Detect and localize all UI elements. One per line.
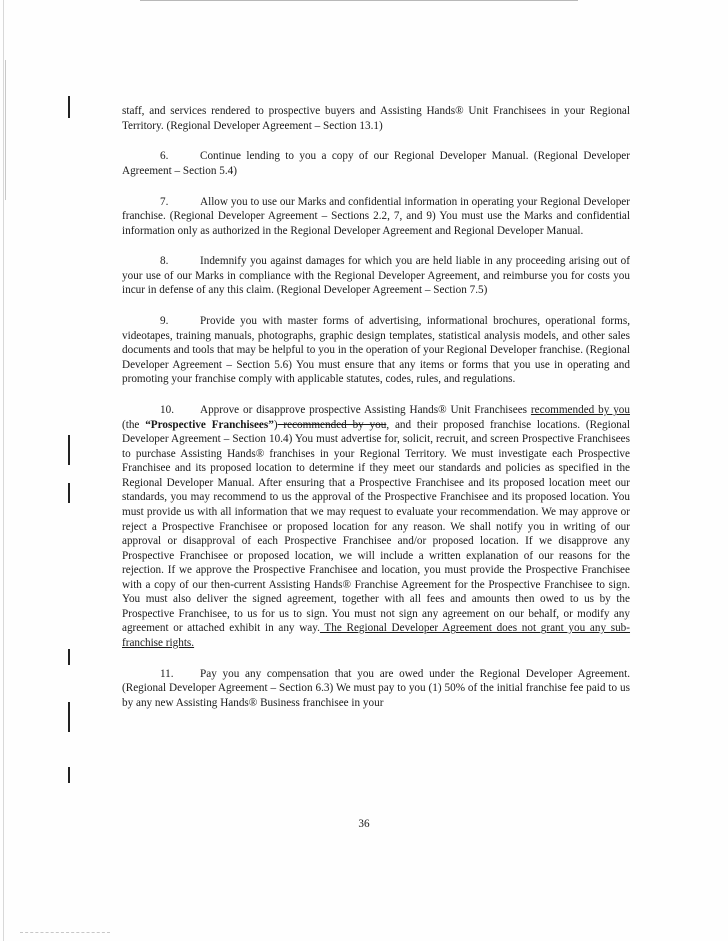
item-number: 6. bbox=[160, 150, 169, 163]
paragraph-continued bbox=[122, 104, 630, 133]
change-bar bbox=[68, 649, 70, 665]
change-bar bbox=[68, 96, 70, 118]
item-text: , and their proposed franchise locations. (Regional Developer Agreement – Section 10.4) You must advertise for, solicit, recruit, and screen Prospective Franchisees to purchase Assisting Hands® franchises in your Regional Territory. We must investigate each Prospective Franchisee and its proposed location to determine if they meet our standards and policies as specified in the Regional Developer Manual. After ensuring that a Prospective Franchisee and its proposed location meet our standards, you may recommend to us the approval of the Prospective Franchisee and its proposed location. You must provide us with all information that we may request to evaluate your recommendation. We may approve or reject a Prospective Franchisee or proposed location for any reason. We shall notify you in writing of our approval or disapproval of each Prospective Franchisee and/or proposed location. If we disapprove any Prospective Franchisee or proposed location, we will include a written explanation of our reasons for the rejection. If we approve the Prospective Franchisee and location, you must provide the Prospective Franchisee with a copy of our then-current Assisting Hands® Franchise Agreement for the Prospective Franchisee to sign. You must also deliver the signed agreement, together with all fees and amounts then owed to us by the Prospective Franchisee, to us for us to sign. You must not sign any agreement on our behalf, or modify any agreement or attached exhibit in any way. bbox=[122, 418, 630, 635]
paragraph-text: staff, and services rendered to prospective buyers and Assisting Hands® Unit Franchisees in your Regional Territory. (Regional Developer Agreement – Section 13.1) bbox=[122, 105, 630, 132]
item-text: (the bbox=[122, 418, 146, 431]
inserted-text: The Regional Developer Agreement does not grant you any sub-franchise rights. bbox=[122, 622, 631, 649]
item-text: Indemnify you against damages for which you are held liable in any proceeding arising out of your use of our Marks in compliance with the Regional Developer Agreement, and reimburse you for costs you incur in defense of any this claim. (Regional Developer Agreement – Section 7.5) bbox=[122, 255, 630, 297]
scan-top-edge bbox=[140, 0, 578, 1]
defined-term: “Prospective Franchisees” bbox=[145, 418, 274, 431]
scan-left-edge bbox=[3, 0, 4, 941]
item-text: ) bbox=[273, 418, 278, 431]
page-number: 36 bbox=[358, 818, 370, 830]
scan-bottom-artifact bbox=[20, 932, 110, 934]
inserted-text: recommended by you bbox=[530, 404, 630, 417]
item-number: 11. bbox=[160, 667, 174, 680]
list-item-11 bbox=[122, 667, 630, 711]
item-text: Provide you with master forms of advertising, informational brochures, operational forms, videotapes, training manuals, photographs, graphic design templates, statistical analysis models, and other sales documents and tools that may be helpful to you in the operation of your Regional Developer franchise. (Regional Developer Agreement – Section 5.6) You must ensure that any items or forms that you use in operating and promoting your franchise comply with applicable statutes, codes, rules, and regulations. bbox=[122, 315, 630, 386]
item-text: Continue lending to you a copy of our Regional Developer Manual. (Regional Developer Agreement – Section 5.4) bbox=[122, 150, 630, 177]
change-bar bbox=[68, 483, 70, 503]
scan-left-shadow bbox=[5, 60, 6, 200]
item-text: Approve or disapprove prospective Assisting Hands® Unit Franchisees bbox=[200, 404, 531, 417]
deleted-text: recommended by you bbox=[277, 418, 387, 431]
document-body bbox=[122, 104, 630, 726]
list-item-6 bbox=[122, 149, 630, 178]
item-number: 8. bbox=[160, 255, 169, 268]
list-item-10 bbox=[122, 403, 630, 650]
change-bar bbox=[68, 702, 70, 732]
item-text: Allow you to use our Marks and confidential information in operating your Regional Developer franchise. (Regional Developer Agreement – Sections 2.2, 7, and 9) You must use the Marks and confidential information only as authorized in the Regional Developer Agreement and Regional Developer Manual. bbox=[122, 195, 630, 237]
change-bar bbox=[68, 435, 70, 465]
item-number: 9. bbox=[160, 315, 169, 328]
list-item-7 bbox=[122, 195, 630, 239]
list-item-9 bbox=[122, 314, 630, 387]
item-number: 7. bbox=[160, 195, 169, 208]
item-text: Pay you any compensation that you are owed under the Regional Developer Agreement. (Regional Developer Agreement – Section 6.3) We must pay to you (1) 50% of the initial franchise fee paid to us by any new Assisting Hands® Business franchisee in your bbox=[122, 667, 630, 709]
list-item-8 bbox=[122, 254, 630, 298]
change-bar bbox=[68, 767, 70, 783]
item-number: 10. bbox=[160, 404, 174, 417]
